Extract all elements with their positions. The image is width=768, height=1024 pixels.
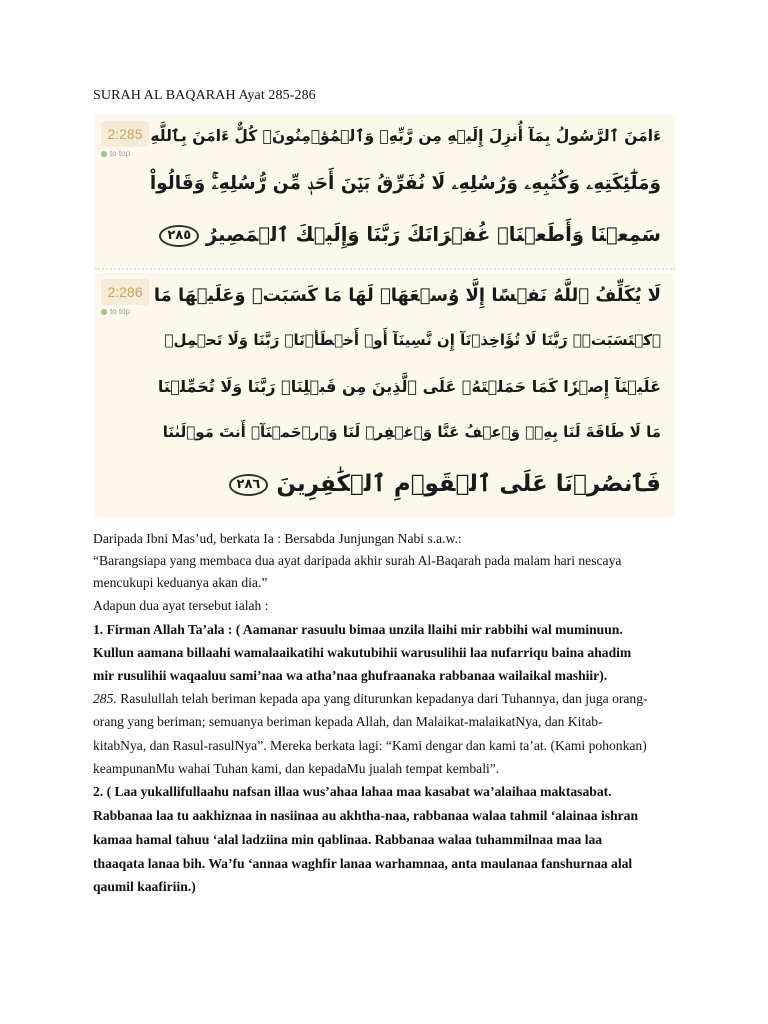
- to-top-label: to top: [110, 307, 131, 316]
- item-2-transliteration: 2. ( Laa yukallifullaahu nafsan illaa wus’ahaa lahaa maa kasabat wa’alaihaa maktasabat.: [93, 784, 612, 799]
- translation-285: orang yang beriman; semuanya beriman kepada Allah, dan Malaikat-malaikatNya, dan Kitab-: [93, 714, 603, 729]
- translation-285: kitabNya, dan Rasul-rasulNya”. Mereka berkata lagi: “Kami dengar dan kami ta’at. (Kami pohonkan): [93, 738, 647, 753]
- arabic-line: وَمَلَٰٓئِكَتِهِۦ وَكُتُبِهِۦ وَرُسُلِهِۦ لَا نُفَرِّقُ بَيۡنَ أَحَدٖ مِّن رُّسُلِهِۦۚ وَقَالُواْ: [149, 173, 661, 194]
- ayah-end-marker: ٢٨٦: [229, 474, 269, 496]
- dot-icon: [101, 309, 107, 315]
- arabic-line: لَا يُكَلِّفُ ٱللَّهُ نَفۡسًا إِلَّا وُسۡعَهَاۚ لَهَا مَا كَسَبَتۡ وَعَلَيۡهَا مَا: [153, 285, 661, 306]
- arabic-line: مَا لَا طَاقَةَ لَنَا بِهِۦۖ وَٱعۡفُ عَنَّا وَٱغۡفِرۡ لَنَا وَٱرۡحَمۡنَآۚ أَنتَ مَوۡلَىٰنَا: [162, 423, 661, 441]
- item-2-transliteration: kamaa hamal tahuu ‘alal ladziina min qablinaa. Rabbanaa walaa tuhammilnaa maa laa: [93, 832, 603, 847]
- dot-icon: [101, 151, 107, 157]
- to-top-link[interactable]: [101, 149, 130, 158]
- hadith-quote: “Barangsiapa yang membaca dua ayat daripada akhir surah Al-Baqarah pada malam hari nescaya: [93, 553, 622, 568]
- item-2-transliteration: thaaqata lanaa bih. Wa’fu ‘annaa waghfir lanaa warhamnaa, anta maulanaa fanshurnaa alal: [93, 856, 633, 871]
- arabic-line: ءَامَنَ ٱلرَّسُولُ بِمَآ أُنزِلَ إِلَيۡهِ مِن رَّبِّهِۦ وَٱلۡمُؤۡمِنُونَۚ كُلٌّ ءَامَنَ بِٱللَّهِ: [150, 127, 661, 145]
- block-divider: [95, 268, 675, 270]
- verse-number: 285.: [93, 691, 117, 706]
- ayah-end-marker: ٢٨٥: [159, 225, 199, 247]
- to-top-label: to top: [110, 149, 131, 158]
- translation-285: keampunanMu wahai Tuhan kami, dan kepadaMu jualah tempat kembali”.: [93, 761, 500, 776]
- item-1-transliteration: Kullun aamana billaahi wamalaaikatihi wakutubihii warusulihii laa nufarriqu baina ahadim: [93, 645, 632, 660]
- item-2-transliteration: qaumil kaafiriin.): [93, 879, 196, 894]
- item-1-transliteration: 1. Firman Allah Ta’ala : ( Aamanar rasuulu bimaa unzila llaihi mir rabbihi wal muminuun.: [93, 622, 623, 637]
- arabic-line: [153, 223, 661, 247]
- arabic-line-text: سَمِعۡنَا وَأَطَعۡنَاۖ غُفۡرَانَكَ رَبَّنَا وَإِلَيۡكَ ٱلۡمَصِيرُ: [205, 223, 661, 246]
- page-title: SURAH AL BAQARAH Ayat 285-286: [93, 88, 316, 103]
- arabic-line: [223, 471, 661, 497]
- ayah-number-badge: 2:285: [101, 121, 149, 147]
- to-top-link[interactable]: [101, 307, 130, 316]
- item-2-transliteration: Rabbanaa laa tu aakhiznaa in nasiinaa au akhtha-naa, rabbanaa walaa tahmil ‘alainaa ishran: [93, 808, 639, 823]
- quran-image-ayah-285: [95, 115, 675, 268]
- section-intro: Adapun dua ayat tersebut ialah :: [93, 598, 269, 613]
- arabic-line: عَلَيۡنَآ إِصۡرٗا كَمَا حَمَلۡتَهُۥ عَلَى ٱلَّذِينَ مِن قَبۡلِنَاۚ رَبَّنَا وَلَا تُحَمِّلۡنَا: [157, 377, 661, 396]
- hadith-intro: Daripada Ibni Mas’ud, berkata Ia : Bersabda Junjungan Nabi s.a.w.:: [93, 531, 462, 546]
- ayah-number-badge: 2:286: [101, 279, 149, 305]
- translation-text: Rasulullah telah beriman kepada apa yang diturunkan kepadanya dari Tuhannya, dan juga orang-: [116, 691, 648, 706]
- item-1-transliteration: mir rusulihii waqaaluu sami’naa wa atha’naa ghufraanaka rabbanaa wailaikal mashiir).: [93, 668, 608, 683]
- hadith-quote: mencukupi keduanya akan dia.”: [93, 575, 268, 590]
- arabic-line-text: فَٱنصُرۡنَا عَلَى ٱلۡقَوۡمِ ٱلۡكَٰفِرِينَ: [276, 471, 661, 497]
- arabic-line: ٱكۡتَسَبَتۡۗ رَبَّنَا لَا تُؤَاخِذۡنَآ إِن نَّسِينَآ أَوۡ أَخۡطَأۡنَاۚ رَبَّنَا وَلَا تَحۡمِلۡ: [164, 331, 661, 349]
- quran-image-ayah-286: [95, 273, 675, 518]
- translation-285: [93, 688, 683, 709]
